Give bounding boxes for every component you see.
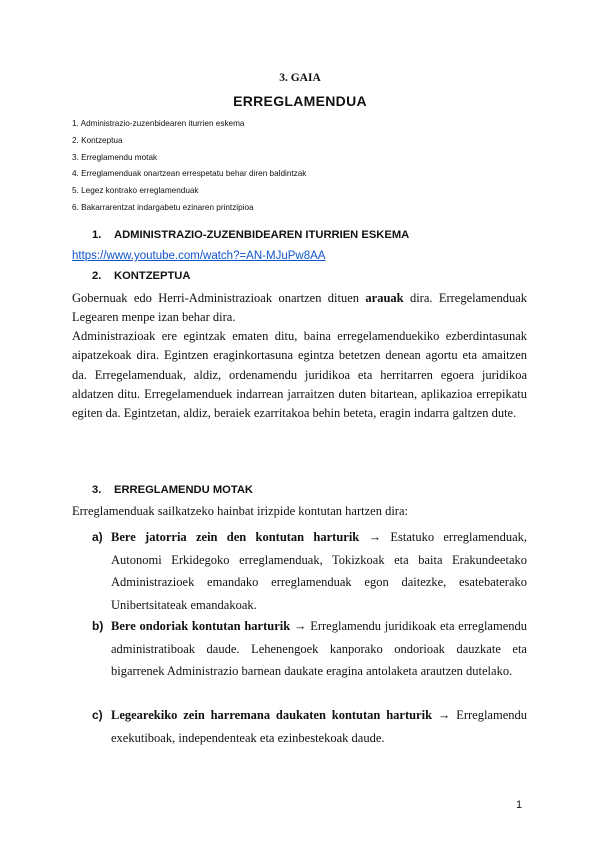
toc-item: 4. Erreglamenduak onartzean errespetatu behar diren baldintzak xyxy=(72,169,307,179)
list-item xyxy=(92,615,527,683)
list-item-body xyxy=(111,615,527,683)
arrow-icon: → xyxy=(293,619,307,633)
section-2-paragraph-1 xyxy=(72,289,527,328)
toc-item: 5. Legez kontrako erreglamenduak xyxy=(72,186,199,196)
list-item-text: Estatuko erreglamenduak, Autonomi Erkidegoko erreglamenduak, Tokizkoak eta baita Erakundeetako Administrazioek emandako erreglamenduak egon daitezke, esatebaterako Unibertsitateak emandakoak. xyxy=(111,530,528,612)
toc-item: 1. Administrazio-zuzenbidearen iturrien eskema xyxy=(72,119,245,128)
list-item xyxy=(92,526,527,616)
section-3-title: ERREGLAMENDU MOTAK xyxy=(114,484,254,496)
toc-item: 6. Bakarrarentzat indargabetu ezinaren printzipioa xyxy=(72,202,254,212)
section-3-intro: Erreglamenduak sailkatzeko hainbat irizpide kontutan hartzen dira: xyxy=(72,504,408,518)
list-marker: a) xyxy=(92,530,103,544)
table-of-contents xyxy=(72,116,306,217)
paragraph-text: dira. Erregelamenduak Legearen menpe izan behar dira. xyxy=(72,291,527,325)
list-item-criterion: Bere ondoriak kontutan harturik xyxy=(111,619,291,633)
list-item-text: Erreglamendu juridikoak eta erreglamendu administratiboak daude. Lehenengoek kanporako ondorioak dauzkate eta bigarrenek Administrazio barnean daukate eragina antolaketa arautzen dutelako. xyxy=(111,619,528,678)
arrow-icon: → xyxy=(368,530,382,544)
list-marker: c) xyxy=(92,708,103,722)
section-2-number: 2. xyxy=(92,270,102,282)
section-2-heading xyxy=(92,270,190,282)
list-item-criterion: Bere jatorria zein den kontutan harturik xyxy=(111,530,360,544)
youtube-link[interactable]: https://www.youtube.com/watch?=AN-MJuPw8AA xyxy=(72,250,326,262)
section-3-number: 3. xyxy=(92,484,102,496)
toc-item: 3. Erreglamendu motak xyxy=(72,152,158,162)
section-1-heading xyxy=(92,229,409,241)
paragraph-text: Gobernuak edo Herri-Administrazioak onartzen dituen xyxy=(72,291,366,305)
list-marker: b) xyxy=(92,619,104,633)
toc-item: 2. Kontzeptua xyxy=(72,135,123,145)
bold-term: arauak xyxy=(365,291,404,305)
chapter-number: 3. GAIA xyxy=(279,72,321,84)
list-item-criterion: Legearekiko zein harremana daukaten kontutan harturik xyxy=(111,708,433,722)
list-item-body xyxy=(111,526,527,616)
arrow-icon: → xyxy=(437,708,451,722)
section-1-number: 1. xyxy=(92,229,102,241)
list-item xyxy=(92,704,527,749)
page-number: 1 xyxy=(516,799,523,811)
chapter-title: ERREGLAMENDUA xyxy=(233,93,367,109)
section-1-title: ADMINISTRAZIO-ZUZENBIDEAREN ITURRIEN ESKEMA xyxy=(114,229,410,241)
list-item-body xyxy=(111,704,527,749)
section-3-heading xyxy=(92,484,253,496)
section-2-paragraph-2: Administrazioak ere egintzak ematen ditu, baina erregelamenduekiko ezberdintasunak aipatzekoak dira. Egintzen eraginkortasuna egintza betetzen denean agortu eta amaitzen da. Erregelamenduak, aldiz, ordenamendu juridikoa eta herritarren egoera juridikoa aldatzen ditu. Erregelamenduek indarrean jarraitzen duten bitartean, aplikazioa errepikatu egiten da. Egintzetan, aldiz, beraiek ezarritakoa behin beteta, eragin indarra galtzen dute. xyxy=(72,329,527,421)
list-item-text: Erreglamendu exekutiboak, independenteak eta ezinbestekoak daude. xyxy=(111,708,527,745)
section-2-title: KONTZEPTUA xyxy=(114,270,191,282)
